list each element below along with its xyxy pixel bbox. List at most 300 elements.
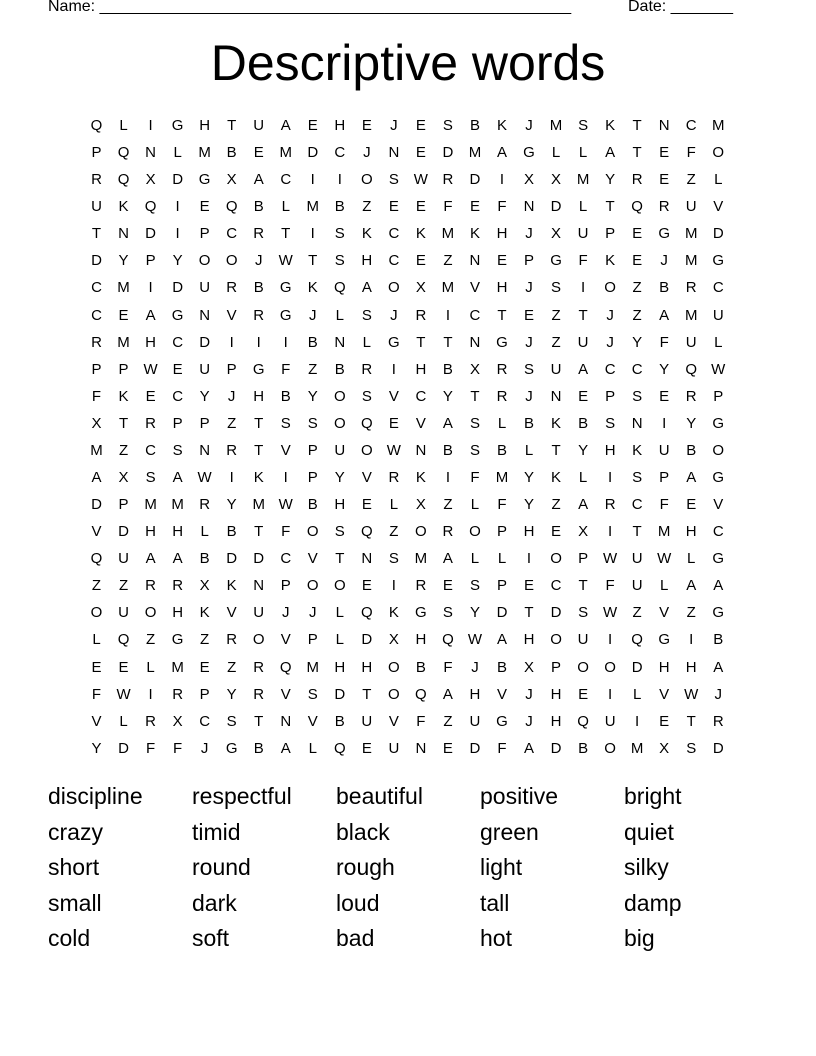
- grid-letter: Y: [524, 496, 535, 514]
- grid-letter: K: [605, 252, 616, 270]
- grid-letter: N: [658, 117, 670, 134]
- grid-letter: M: [144, 496, 157, 514]
- grid-letter: W: [116, 685, 131, 703]
- grid-letter: F: [605, 577, 615, 595]
- grid-letter: P: [578, 550, 589, 568]
- grid-letter: T: [524, 604, 534, 622]
- grid-letter: N: [388, 144, 400, 162]
- grid-letter: M: [117, 333, 130, 351]
- grid-letter: U: [199, 279, 211, 297]
- grid-letter: V: [496, 685, 507, 703]
- grid-letter: F: [659, 333, 669, 351]
- grid-letter: K: [469, 225, 480, 243]
- grid-letter: Y: [605, 171, 616, 189]
- grid-letter: X: [118, 469, 129, 487]
- grid-letter: W: [278, 252, 293, 270]
- grid-letter: Z: [632, 279, 642, 297]
- grid-letter: T: [578, 577, 588, 595]
- grid-letter: J: [525, 333, 533, 351]
- grid-letter: Z: [118, 441, 129, 459]
- grid-letter: Q: [577, 712, 589, 730]
- grid-letter: R: [712, 712, 724, 730]
- grid-letter: H: [415, 360, 427, 378]
- grid-letter: O: [550, 631, 562, 649]
- grid-letter: Z: [227, 658, 237, 676]
- word-list-item: silky: [624, 854, 669, 880]
- grid-letter: E: [145, 387, 156, 405]
- grid-row: [83, 545, 733, 572]
- grid-letter: U: [577, 631, 589, 649]
- grid-letter: X: [172, 712, 183, 730]
- grid-letter: O: [712, 144, 725, 162]
- grid-letter: Z: [686, 604, 696, 622]
- grid-letter: R: [361, 360, 373, 378]
- grid-letter: R: [658, 198, 670, 216]
- grid-letter: D: [172, 279, 184, 297]
- grid-letter: H: [145, 523, 156, 541]
- grid-letter: G: [496, 333, 508, 351]
- grid-letter: T: [254, 441, 264, 459]
- grid-letter: N: [199, 441, 211, 459]
- grid-letter: I: [499, 171, 505, 189]
- grid-letter: J: [525, 225, 533, 243]
- grid-letter: P: [172, 414, 183, 432]
- word-list-item: loud: [336, 889, 380, 916]
- grid-letter: Z: [91, 577, 102, 595]
- grid-letter: E: [442, 577, 453, 595]
- grid-letter: G: [225, 739, 238, 757]
- grid-letter: Q: [442, 631, 454, 649]
- grid-letter: K: [551, 414, 562, 432]
- grid-letter: C: [280, 171, 292, 189]
- grid-letter: O: [388, 685, 400, 703]
- grid-letter: H: [334, 658, 346, 676]
- grid-letter: D: [307, 144, 319, 162]
- grid-letter: D: [442, 144, 454, 162]
- grid-letter: A: [145, 306, 156, 324]
- grid-letter: L: [660, 577, 669, 595]
- word-list-item: respectful: [192, 783, 292, 809]
- grid-letter: E: [415, 144, 426, 162]
- grid-letter: N: [253, 577, 265, 595]
- grid-letter: I: [689, 631, 694, 649]
- grid-letter: S: [469, 577, 480, 595]
- grid-letter: G: [712, 252, 725, 270]
- grid-letter: B: [199, 550, 210, 568]
- grid-letter: E: [253, 144, 264, 162]
- grid-letter: D: [118, 523, 129, 541]
- grid-letter: N: [523, 198, 535, 216]
- word-list-item: quiet: [624, 818, 674, 845]
- grid-letter: T: [118, 414, 129, 432]
- grid-letter: L: [497, 414, 507, 432]
- grid-letter: N: [550, 387, 562, 405]
- grid-letter: E: [632, 225, 643, 243]
- grid-letter: B: [442, 441, 453, 459]
- grid-letter: E: [415, 117, 426, 134]
- grid-letter: G: [388, 333, 400, 351]
- grid-letter: S: [442, 117, 453, 134]
- grid-row: [83, 166, 733, 193]
- grid-letter: E: [307, 117, 318, 134]
- grid-letter: R: [631, 171, 643, 189]
- grid-letter: S: [388, 550, 399, 568]
- grid-letter: A: [172, 550, 183, 568]
- grid-letter: J: [363, 144, 371, 162]
- grid-letter: I: [310, 225, 315, 243]
- grid-letter: A: [145, 550, 156, 568]
- grid-letter: R: [145, 712, 156, 730]
- word-list-item: dark: [192, 889, 237, 916]
- grid-letter: K: [388, 604, 399, 622]
- grid-letter: M: [171, 658, 184, 676]
- grid-letter: J: [660, 252, 668, 270]
- grid-letter: O: [90, 604, 103, 622]
- word-list-item: hot: [480, 925, 512, 951]
- grid-row: [83, 491, 733, 518]
- letter-grid: [83, 112, 733, 762]
- grid-letter: F: [443, 658, 453, 676]
- grid-letter: H: [496, 225, 508, 243]
- grid-letter: L: [470, 496, 480, 514]
- grid-letter: V: [388, 387, 399, 405]
- word-list-item: bright: [624, 783, 682, 809]
- grid-letter: Q: [685, 360, 698, 378]
- grid-letter: K: [551, 469, 562, 487]
- grid-letter: A: [442, 414, 453, 432]
- grid-letter: V: [307, 712, 318, 730]
- grid-letter: U: [685, 333, 697, 351]
- grid-letter: I: [608, 469, 613, 487]
- grid-letter: E: [172, 360, 183, 378]
- grid-letter: M: [711, 117, 725, 134]
- grid-letter: R: [172, 685, 184, 703]
- grid-letter: H: [172, 523, 184, 541]
- grid-letter: T: [227, 117, 237, 134]
- grid-letter: C: [91, 279, 102, 297]
- grid-letter: J: [390, 306, 398, 324]
- grid-letter: O: [604, 739, 616, 757]
- grid-letter: T: [632, 144, 642, 162]
- grid-letter: E: [659, 171, 670, 189]
- grid-letter: J: [471, 658, 479, 676]
- grid-letter: I: [148, 279, 153, 297]
- grid-letter: H: [145, 333, 156, 351]
- grid-letter: Z: [686, 171, 696, 189]
- grid-letter: B: [442, 360, 453, 378]
- grid-letter: D: [253, 550, 265, 568]
- grid-letter: S: [226, 712, 237, 730]
- grid-letter: H: [523, 523, 535, 541]
- page-title: Descriptive words: [210, 35, 606, 91]
- grid-letter: V: [280, 685, 291, 703]
- grid-letter: X: [91, 414, 102, 432]
- grid-letter: P: [226, 360, 237, 378]
- grid-row: [83, 139, 733, 166]
- grid-letter: L: [200, 523, 209, 541]
- grid-letter: R: [604, 496, 616, 514]
- grid-letter: V: [307, 550, 318, 568]
- grid-letter: S: [578, 604, 589, 622]
- grid-letter: T: [335, 550, 345, 568]
- grid-letter: W: [603, 604, 618, 622]
- grid-letter: Q: [631, 631, 643, 649]
- grid-letter: P: [605, 225, 616, 243]
- grid-letter: F: [416, 712, 426, 730]
- grid-letter: A: [442, 550, 453, 568]
- grid-letter: M: [414, 550, 428, 568]
- grid-letter: I: [445, 306, 450, 324]
- grid-letter: O: [144, 604, 157, 622]
- grid-letter: D: [226, 550, 238, 568]
- grid-letter: Q: [225, 198, 238, 216]
- grid-letter: J: [606, 306, 614, 324]
- grid-letter: C: [712, 523, 724, 541]
- grid-letter: U: [118, 550, 129, 568]
- grid-letter: A: [713, 577, 724, 595]
- grid-letter: P: [307, 631, 318, 649]
- grid-letter: F: [659, 496, 669, 514]
- grid-letter: H: [361, 252, 373, 270]
- grid-letter: J: [606, 333, 614, 351]
- grid-letter: U: [469, 712, 481, 730]
- grid-letter: M: [657, 523, 671, 541]
- grid-letter: I: [175, 225, 180, 243]
- grid-letter: Z: [551, 306, 561, 324]
- grid-letter: S: [307, 414, 318, 432]
- grid-letter: L: [470, 550, 480, 568]
- grid-letter: E: [415, 198, 426, 216]
- grid-letter: B: [334, 198, 345, 216]
- grid-letter: F: [145, 739, 156, 757]
- grid-letter: V: [226, 306, 237, 324]
- grid-letter: V: [226, 604, 237, 622]
- grid-letter: L: [497, 550, 507, 568]
- grid-letter: Z: [389, 523, 399, 541]
- grid-letter: M: [198, 144, 211, 162]
- grid-letter: L: [281, 198, 290, 216]
- grid-letter: T: [497, 306, 507, 324]
- grid-letter: B: [226, 523, 237, 541]
- word-list-item: green: [480, 818, 539, 845]
- word-list-item: soft: [192, 925, 230, 951]
- grid-letter: H: [469, 685, 481, 703]
- grid-letter: R: [442, 523, 454, 541]
- grid-letter: L: [632, 685, 642, 703]
- grid-letter: V: [415, 414, 426, 432]
- grid-letter: B: [307, 496, 318, 514]
- grid-letter: K: [605, 117, 616, 134]
- grid-letter: S: [361, 387, 372, 405]
- grid-letter: I: [148, 685, 153, 703]
- grid-letter: M: [495, 469, 509, 487]
- grid-letter: Y: [226, 496, 237, 514]
- grid-letter: H: [550, 712, 562, 730]
- grid-letter: X: [524, 171, 535, 189]
- grid-letter: P: [659, 469, 670, 487]
- grid-letter: A: [686, 577, 697, 595]
- grid-letter: U: [577, 225, 589, 243]
- grid-letter: N: [415, 441, 427, 459]
- grid-letter: E: [578, 685, 589, 703]
- grid-letter: C: [172, 333, 184, 351]
- grid-letter: B: [334, 360, 345, 378]
- grid-letter: A: [280, 117, 291, 134]
- grid-letter: B: [307, 333, 318, 351]
- grid-letter: M: [684, 225, 698, 243]
- grid-row: [83, 437, 733, 464]
- grid-letter: A: [253, 171, 264, 189]
- grid-letter: H: [199, 117, 211, 134]
- grid-letter: X: [388, 631, 399, 649]
- grid-letter: S: [145, 469, 156, 487]
- grid-letter: S: [551, 279, 562, 297]
- grid-letter: L: [92, 631, 101, 649]
- grid-letter: G: [279, 306, 292, 324]
- grid-letter: V: [469, 279, 480, 297]
- grid-letter: P: [118, 360, 129, 378]
- grid-letter: C: [145, 441, 156, 459]
- grid-letter: T: [254, 414, 264, 432]
- grid-letter: K: [632, 441, 643, 459]
- grid-letter: S: [469, 441, 480, 459]
- grid-letter: Q: [333, 279, 346, 297]
- grid-letter: J: [200, 739, 209, 757]
- grid-letter: R: [91, 333, 102, 351]
- grid-letter: F: [173, 739, 183, 757]
- grid-letter: P: [145, 252, 156, 270]
- grid-letter: R: [253, 306, 265, 324]
- grid-letter: S: [307, 685, 318, 703]
- grid-letter: K: [118, 198, 129, 216]
- grid-letter: B: [253, 279, 264, 297]
- grid-letter: R: [388, 469, 400, 487]
- grid-letter: I: [175, 198, 180, 216]
- grid-letter: A: [713, 658, 724, 676]
- grid-letter: C: [631, 496, 643, 514]
- grid-letter: L: [173, 144, 182, 162]
- grid-row: [83, 193, 733, 220]
- grid-row: [83, 274, 733, 301]
- word-list-item: positive: [480, 783, 558, 809]
- grid-letter: F: [443, 198, 453, 216]
- grid-letter: Y: [91, 739, 102, 757]
- grid-letter: H: [604, 441, 616, 459]
- grid-letter: Y: [442, 387, 453, 405]
- grid-letter: R: [226, 441, 238, 459]
- grid-letter: R: [415, 306, 427, 324]
- grid-letter: D: [469, 171, 481, 189]
- grid-letter: D: [712, 739, 724, 757]
- grid-letter: E: [632, 252, 643, 270]
- grid-letter: H: [361, 658, 373, 676]
- grid-letter: F: [497, 739, 507, 757]
- grid-letter: I: [608, 523, 613, 541]
- grid-letter: P: [91, 144, 102, 162]
- grid-letter: A: [442, 685, 453, 703]
- grid-letter: R: [685, 279, 697, 297]
- grid-letter: I: [580, 279, 586, 297]
- grid-letter: B: [578, 739, 589, 757]
- grid-letter: S: [388, 171, 399, 189]
- grid-letter: Y: [632, 333, 643, 351]
- grid-letter: Y: [578, 441, 589, 459]
- grid-letter: R: [496, 360, 508, 378]
- word-list-item: short: [48, 854, 100, 880]
- grid-letter: C: [334, 144, 346, 162]
- grid-letter: L: [146, 658, 155, 676]
- word-list: [48, 780, 768, 958]
- grid-letter: B: [713, 631, 724, 649]
- grid-letter: O: [388, 658, 400, 676]
- grid-letter: U: [631, 577, 643, 595]
- grid-letter: Y: [172, 252, 183, 270]
- grid-letter: Z: [551, 496, 561, 514]
- grid-letter: O: [604, 658, 616, 676]
- word-list-item: rough: [336, 854, 395, 880]
- grid-row: [83, 302, 733, 329]
- grid-letter: V: [280, 441, 291, 459]
- grid-letter: X: [524, 658, 535, 676]
- grid-letter: E: [524, 306, 535, 324]
- grid-letter: E: [388, 198, 399, 216]
- grid-letter: X: [199, 577, 210, 595]
- grid-letter: J: [309, 306, 317, 324]
- grid-letter: K: [361, 225, 372, 243]
- grid-letter: I: [229, 469, 234, 487]
- grid-letter: Z: [443, 252, 453, 270]
- grid-letter: M: [306, 198, 320, 216]
- grid-letter: O: [225, 252, 238, 270]
- grid-letter: H: [496, 279, 508, 297]
- grid-letter: U: [550, 360, 562, 378]
- grid-letter: T: [416, 333, 426, 351]
- grid-letter: U: [118, 604, 129, 622]
- grid-letter: D: [469, 739, 481, 757]
- grid-letter: R: [91, 171, 102, 189]
- grid-letter: R: [415, 577, 427, 595]
- grid-letter: V: [91, 712, 102, 730]
- grid-letter: P: [496, 523, 507, 541]
- grid-letter: Z: [227, 414, 237, 432]
- grid-letter: C: [226, 225, 238, 243]
- grid-letter: X: [551, 171, 562, 189]
- grid-letter: F: [281, 523, 291, 541]
- grid-letter: I: [148, 117, 153, 134]
- grid-letter: I: [526, 550, 532, 568]
- grid-letter: O: [333, 577, 346, 595]
- grid-letter: H: [172, 604, 184, 622]
- grid-letter: D: [334, 685, 346, 703]
- grid-letter: F: [91, 387, 102, 405]
- grid-letter: D: [91, 496, 102, 514]
- grid-letter: A: [686, 469, 697, 487]
- date-field-label: Date: _______: [628, 0, 733, 15]
- grid-letter: I: [608, 631, 613, 649]
- grid-letter: K: [226, 577, 237, 595]
- grid-letter: L: [308, 739, 317, 757]
- grid-letter: P: [551, 658, 562, 676]
- grid-letter: S: [172, 441, 183, 459]
- grid-letter: G: [171, 631, 184, 649]
- grid-letter: O: [360, 441, 373, 459]
- grid-letter: X: [226, 171, 237, 189]
- grid-letter: E: [118, 306, 129, 324]
- grid-letter: T: [91, 225, 102, 243]
- grid-letter: W: [278, 496, 293, 514]
- grid-letter: O: [388, 279, 400, 297]
- grid-letter: T: [308, 252, 318, 270]
